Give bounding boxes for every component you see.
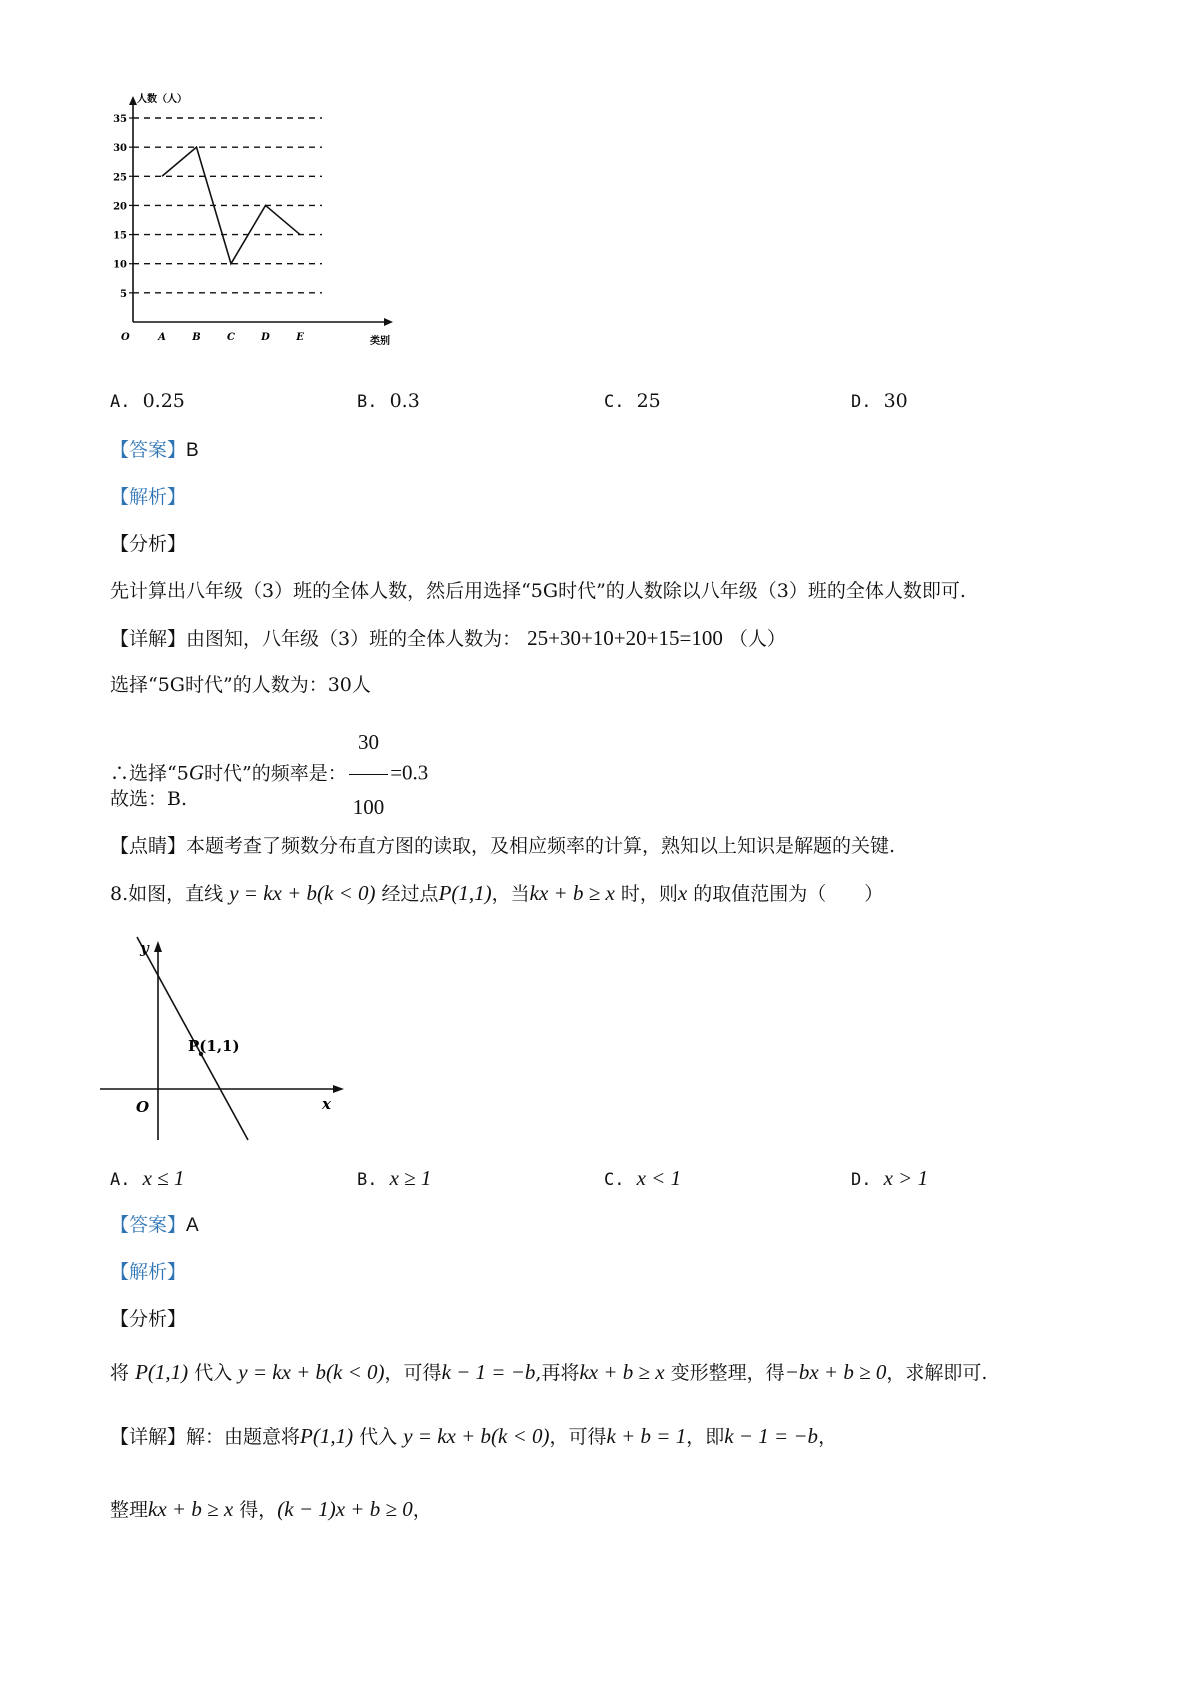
graph-x-label: x	[322, 1095, 331, 1113]
freq-fraction	[349, 712, 389, 837]
stem-point: P(1,1)	[438, 881, 492, 905]
math-inequality: −bx + b ≥ 0	[784, 1360, 887, 1384]
text: 代入	[194, 1362, 233, 1384]
q7-frequency	[110, 712, 428, 837]
math-point: P(1,1)	[135, 1360, 189, 1384]
math-equation: k − 1 = −b	[441, 1360, 536, 1384]
option-text: 25	[636, 390, 661, 412]
x-axis-arrow	[384, 318, 393, 326]
y-axis-label: 人数（人）	[137, 94, 187, 105]
q8-fenxi-tag: 【分析】	[110, 1308, 187, 1330]
q7-option-a[interactable]	[110, 390, 185, 412]
option-text: x > 1	[883, 1166, 929, 1190]
answer-value: B	[186, 440, 199, 461]
q7-answer	[110, 437, 199, 464]
answer-value: A	[186, 1215, 199, 1236]
text: ，可得	[384, 1362, 442, 1384]
option-letter: C.	[604, 1170, 625, 1190]
q7-xiangjie	[110, 625, 786, 652]
stem-text: ，当	[491, 883, 530, 905]
option-letter: A.	[110, 1170, 131, 1190]
q8-stem	[110, 880, 883, 907]
linear-function-graph	[100, 935, 350, 1145]
q8-analysis-tag: 【解析】	[110, 1261, 187, 1283]
dianjing-tag: 【点睛】	[110, 835, 187, 857]
q8-xiangjie	[110, 1423, 837, 1450]
origin-label: O	[121, 332, 130, 343]
x-axis-label: 类别	[370, 336, 390, 347]
sum-unit: （人）	[728, 628, 786, 650]
freq-numerator: 30	[349, 712, 389, 775]
q7-fenxi-tag: 【分析】	[110, 533, 187, 555]
q7-option-c[interactable]	[604, 390, 661, 412]
text: ，求解即可.	[886, 1362, 988, 1384]
math-line: y = kx + b(k < 0)	[403, 1424, 550, 1448]
q7-fenxi-text: 先计算出八年级（3）班的全体人数，然后用选择“5G时代”的人数除以八年级（3）班的全体人数即可.	[110, 580, 966, 602]
y-axis-arrow	[129, 96, 137, 105]
question-number: 8.	[110, 883, 129, 905]
option-letter: D.	[851, 1170, 872, 1190]
option-text: x ≤ 1	[142, 1166, 185, 1190]
freq-result: =0.3	[390, 760, 429, 785]
y-tick-label: 25	[113, 172, 127, 184]
line-chart	[110, 90, 430, 380]
option-letter: B.	[357, 392, 378, 412]
graph-y-arrow	[154, 941, 162, 952]
answer-tag: 【答案】	[110, 1214, 187, 1236]
freq-denominator: 100	[352, 795, 385, 819]
text: ，	[412, 1499, 432, 1521]
dianjing-text: 本题考查了频数分布直方图的读取，及相应频率的计算，熟知以上知识是解题的关键.	[186, 835, 896, 857]
option-text: 0.3	[389, 390, 420, 412]
graph-point-label: P(1,1)	[188, 1037, 240, 1055]
q7-choose: 故选：B.	[110, 788, 188, 810]
answer-tag: 【答案】	[110, 439, 187, 461]
option-letter: D.	[851, 392, 872, 412]
sum-expression: 25+30+10+20+15=100	[527, 626, 723, 650]
y-tick-label: 10	[113, 259, 127, 271]
q8-option-c[interactable]	[604, 1166, 681, 1191]
text: 得，	[239, 1499, 278, 1521]
math-inequality: kx + b ≥ x	[148, 1497, 234, 1521]
stem-text: 时，则	[620, 883, 678, 905]
q7-option-b[interactable]	[357, 390, 420, 412]
q7-analysis-tag: 【解析】	[110, 486, 187, 508]
q7-select-line: 选择“5G时代”的人数为：30人	[110, 674, 371, 696]
text: 整理	[110, 1499, 149, 1521]
stem-inequality: kx + b ≥ x	[529, 881, 615, 905]
text: ，	[818, 1426, 838, 1448]
option-text: x ≥ 1	[389, 1166, 432, 1190]
x-tick-label: E	[296, 332, 304, 343]
option-letter: C.	[604, 392, 625, 412]
y-tick-label: 30	[113, 143, 127, 155]
graph-origin-label: O	[136, 1098, 150, 1116]
chart-grid	[129, 118, 322, 293]
graph-x-arrow	[333, 1085, 344, 1093]
x-tick-label: B	[192, 332, 201, 343]
option-text: 30	[883, 390, 908, 412]
math-equation: k + b = 1	[606, 1424, 687, 1448]
y-tick-label: 5	[120, 288, 127, 300]
q8-option-a[interactable]	[110, 1166, 184, 1191]
freq-mid: 时代”的频率是：	[203, 762, 347, 785]
q8-last-line	[110, 1496, 432, 1523]
freq-g: G	[188, 760, 204, 785]
option-letter: A.	[110, 392, 131, 412]
graph-y-label: y	[140, 939, 149, 957]
x-tick-labels	[157, 332, 304, 343]
text: ，即	[686, 1426, 725, 1448]
y-tick-label: 20	[113, 201, 127, 213]
option-text: 0.25	[142, 390, 185, 412]
text: 代入	[359, 1426, 398, 1448]
x-tick-label: A	[158, 332, 166, 343]
text: 将	[110, 1362, 130, 1384]
xiangjie-tag: 【详解】	[110, 628, 187, 650]
xiangjie-tag: 【详解】	[110, 1426, 187, 1448]
y-tick-labels	[113, 114, 127, 300]
math-line: y = kx + b(k < 0)	[238, 1360, 385, 1384]
stem-text: 经过点	[381, 883, 439, 905]
x-tick-label: C	[227, 332, 235, 343]
q8-option-b[interactable]	[357, 1166, 431, 1191]
math-point: P(1,1)	[300, 1424, 354, 1448]
math-expression: (k − 1)x + b ≥ 0	[277, 1497, 413, 1521]
q8-option-d[interactable]	[851, 1166, 928, 1191]
option-text: x < 1	[636, 1166, 682, 1190]
math-inequality: kx + b ≥ x	[579, 1360, 665, 1384]
math-equation: k − 1 = −b	[724, 1424, 819, 1448]
text: ,再将	[535, 1362, 580, 1384]
stem-line-expression: y = kx + b(k < 0)	[229, 881, 376, 905]
xiangjie-text: 由图知，八年级（3）班的全体人数为：	[186, 628, 522, 650]
freq-prefix: ∴选择“5	[110, 762, 189, 785]
stem-text: 的取值范围为（ ）	[693, 883, 884, 905]
q7-dianjing	[110, 833, 895, 859]
q7-option-d[interactable]	[851, 390, 908, 412]
option-letter: B.	[357, 1170, 378, 1190]
text: 变形整理，得	[670, 1362, 785, 1384]
stem-text: 如图，直线	[128, 883, 224, 905]
text: ，可得	[549, 1426, 607, 1448]
y-tick-label: 35	[113, 114, 127, 125]
text: 解：由题意将	[186, 1426, 301, 1448]
x-tick-label: D	[261, 332, 270, 343]
y-tick-label: 15	[113, 230, 127, 242]
q8-fenxi-text	[110, 1359, 987, 1386]
stem-var-x: x	[677, 881, 688, 905]
q8-answer	[110, 1212, 199, 1239]
